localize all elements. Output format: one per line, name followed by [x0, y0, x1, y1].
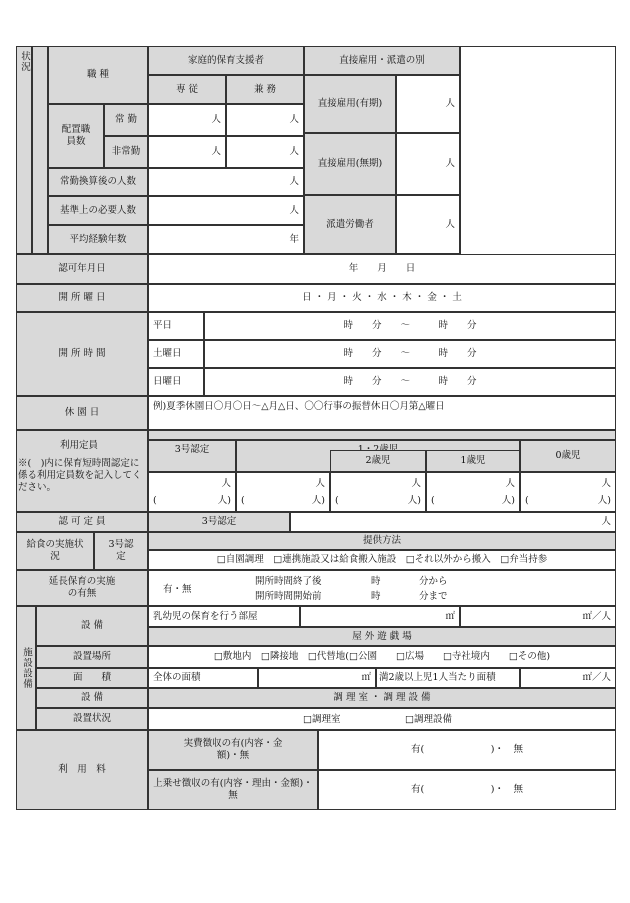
- hours-weekday-time[interactable]: 時 分 ～ 時 分: [204, 312, 616, 340]
- holiday-field[interactable]: 例)夏季休園日〇月〇日～△月△日、〇〇行事の振替休日〇月第△曜日: [148, 396, 616, 430]
- capacity-note: ※( )内に保育短時間認定に係る利用定員数を記入してください。: [18, 458, 142, 493]
- hijokin-kenmu-count[interactable]: 人: [226, 136, 304, 168]
- haken-count[interactable]: 人: [396, 195, 460, 254]
- capacity-age1-header: 1歳児: [426, 450, 520, 472]
- hours-sunday-time[interactable]: 時 分 ～ 時 分: [204, 368, 616, 396]
- jokyo-blank-column: [32, 46, 48, 254]
- hours-saturday-time[interactable]: 時 分 ～ 時 分: [204, 340, 616, 368]
- shokushu-header: 職 種: [48, 46, 148, 104]
- hours-saturday-label: 土曜日: [148, 340, 204, 368]
- jokyo-side-label: 状況: [16, 46, 32, 254]
- haichi-label: 配置職員数: [48, 104, 104, 168]
- katei-header: 家庭的保育支援者: [148, 46, 304, 75]
- jokin-label: 常 勤: [104, 104, 148, 136]
- facility-room-area[interactable]: ㎡: [300, 606, 460, 627]
- ninka-capacity-value[interactable]: 人: [290, 512, 616, 532]
- facility-per-child-value[interactable]: ㎡／人: [520, 668, 616, 688]
- hijokin-senju-count[interactable]: 人: [148, 136, 226, 168]
- kaisho-days-label: 開 所 曜 日: [16, 284, 148, 312]
- facility-total-area-label: 全体の面積: [148, 668, 258, 688]
- extended-label: 延長保育の実施の有無: [16, 570, 148, 606]
- meal-method-header: 提供方法: [148, 532, 616, 550]
- extended-ari-nashi[interactable]: 有・無: [163, 584, 192, 595]
- meal-label: 給食の実施状況: [16, 532, 94, 570]
- kansan-label: 常勤換算後の人数: [48, 168, 148, 196]
- capacity-age12-value[interactable]: 人 ( 人): [236, 472, 330, 512]
- capacity-age2-header: 2歳児: [330, 450, 426, 472]
- senju-header: 専 従: [148, 75, 226, 104]
- heikin-label: 平均経験年数: [48, 225, 148, 254]
- facility-room-label: 乳幼児の保育を行う部屋: [148, 606, 300, 627]
- hours-sunday-label: 日曜日: [148, 368, 204, 396]
- ninka-capacity-sango: 3号認定: [148, 512, 290, 532]
- fees-extra-label: 上乗せ徴収の有(内容・理由・金額)・無: [148, 770, 318, 810]
- ninka-label: 認可年月日: [16, 254, 148, 284]
- direct-unfixed-label: 直接雇用(無期): [304, 133, 396, 195]
- capacity-sango-value[interactable]: 人 ( 人): [148, 472, 236, 512]
- capacity-age0-header: 0歳児: [520, 440, 616, 472]
- kitchen-room-checkbox[interactable]: □調理室: [303, 714, 341, 725]
- facility-kitchen-setsubi-label: 設 備: [36, 688, 148, 708]
- facility-side-label: 施設設備: [16, 606, 36, 730]
- meal-sango-label: 3号認定: [94, 532, 148, 570]
- direct-fixed-count[interactable]: 人: [396, 75, 460, 133]
- fees-extra-answer[interactable]: 有( )・ 無: [318, 770, 616, 810]
- facility-area-label: 面 積: [36, 668, 148, 688]
- hours-label: 開 所 時 間: [16, 312, 148, 396]
- fees-label: 利 用 料: [16, 730, 148, 810]
- facility-location-label: 設置場所: [36, 646, 148, 668]
- hours-weekday-label: 平日: [148, 312, 204, 340]
- extended-field[interactable]: 有・無 開所時間終了後 時 分から 開所時間開始前 時 分まで: [148, 570, 616, 606]
- facility-kitchen-header: 調 理 室 ・ 調 理 設 備: [148, 688, 616, 708]
- ninka-capacity-label: 認 可 定 員: [16, 512, 148, 532]
- kaisho-days-field[interactable]: 日 ・ 月 ・ 火 ・ 水 ・ 木 ・ 金 ・ 土: [148, 284, 616, 312]
- facility-room-per[interactable]: ㎡／人: [460, 606, 616, 627]
- fees-actual-answer[interactable]: 有( )・ 無: [318, 730, 616, 770]
- kenmu-header: 兼 務: [226, 75, 304, 104]
- jokin-kenmu-count[interactable]: 人: [226, 104, 304, 136]
- facility-total-area-value[interactable]: ㎡: [258, 668, 376, 688]
- capacity-top-strip: [148, 430, 616, 440]
- hijokin-label: 非常勤: [104, 136, 148, 168]
- capacity-title: 利用定員: [60, 440, 99, 451]
- direct-unfixed-count[interactable]: 人: [396, 133, 460, 195]
- fees-actual-label: 実費徴収の有(内容・金額)・無: [148, 730, 318, 770]
- capacity-age2-value[interactable]: 人 ( 人): [330, 472, 426, 512]
- meal-method-options[interactable]: □自園調理 □連携施設又は給食搬入施設 □それ以外から搬入 □弁当持参: [148, 550, 616, 570]
- kitchen-equip-checkbox[interactable]: □調理設備: [405, 714, 452, 725]
- direct-dispatch-header: 直接雇用・派遣の別: [304, 46, 460, 75]
- staff-blank-area: [460, 46, 616, 254]
- facility-outdoor-header: 屋 外 遊 戯 場: [148, 627, 616, 646]
- capacity-age1-value[interactable]: 人 ( 人): [426, 472, 520, 512]
- facility-location-options[interactable]: □敷地内 □隣接地 □代替地(□公園 □広場 □寺社境内 □その他): [148, 646, 616, 668]
- holiday-label: 休 園 日: [16, 396, 148, 430]
- kansan-count[interactable]: 人: [148, 168, 304, 196]
- facility-status-label: 設置状況: [36, 708, 148, 730]
- direct-fixed-label: 直接雇用(有期): [304, 75, 396, 133]
- facility-setsubi-label: 設 備: [36, 606, 148, 646]
- capacity-sango-header: 3号認定: [148, 440, 236, 472]
- haken-label: 派遣労働者: [304, 195, 396, 254]
- jokin-senju-count[interactable]: 人: [148, 104, 226, 136]
- capacity-age0-value[interactable]: 人 ( 人): [520, 472, 616, 512]
- kijun-count[interactable]: 人: [148, 196, 304, 225]
- kijun-label: 基準上の必要人数: [48, 196, 148, 225]
- facility-status-field[interactable]: [148, 708, 616, 730]
- facility-per-child-label: 満2歳以上児1人当たり面積: [376, 668, 520, 688]
- heikin-count[interactable]: 年: [148, 225, 304, 254]
- ninka-date-field[interactable]: 年 月 日: [148, 254, 616, 284]
